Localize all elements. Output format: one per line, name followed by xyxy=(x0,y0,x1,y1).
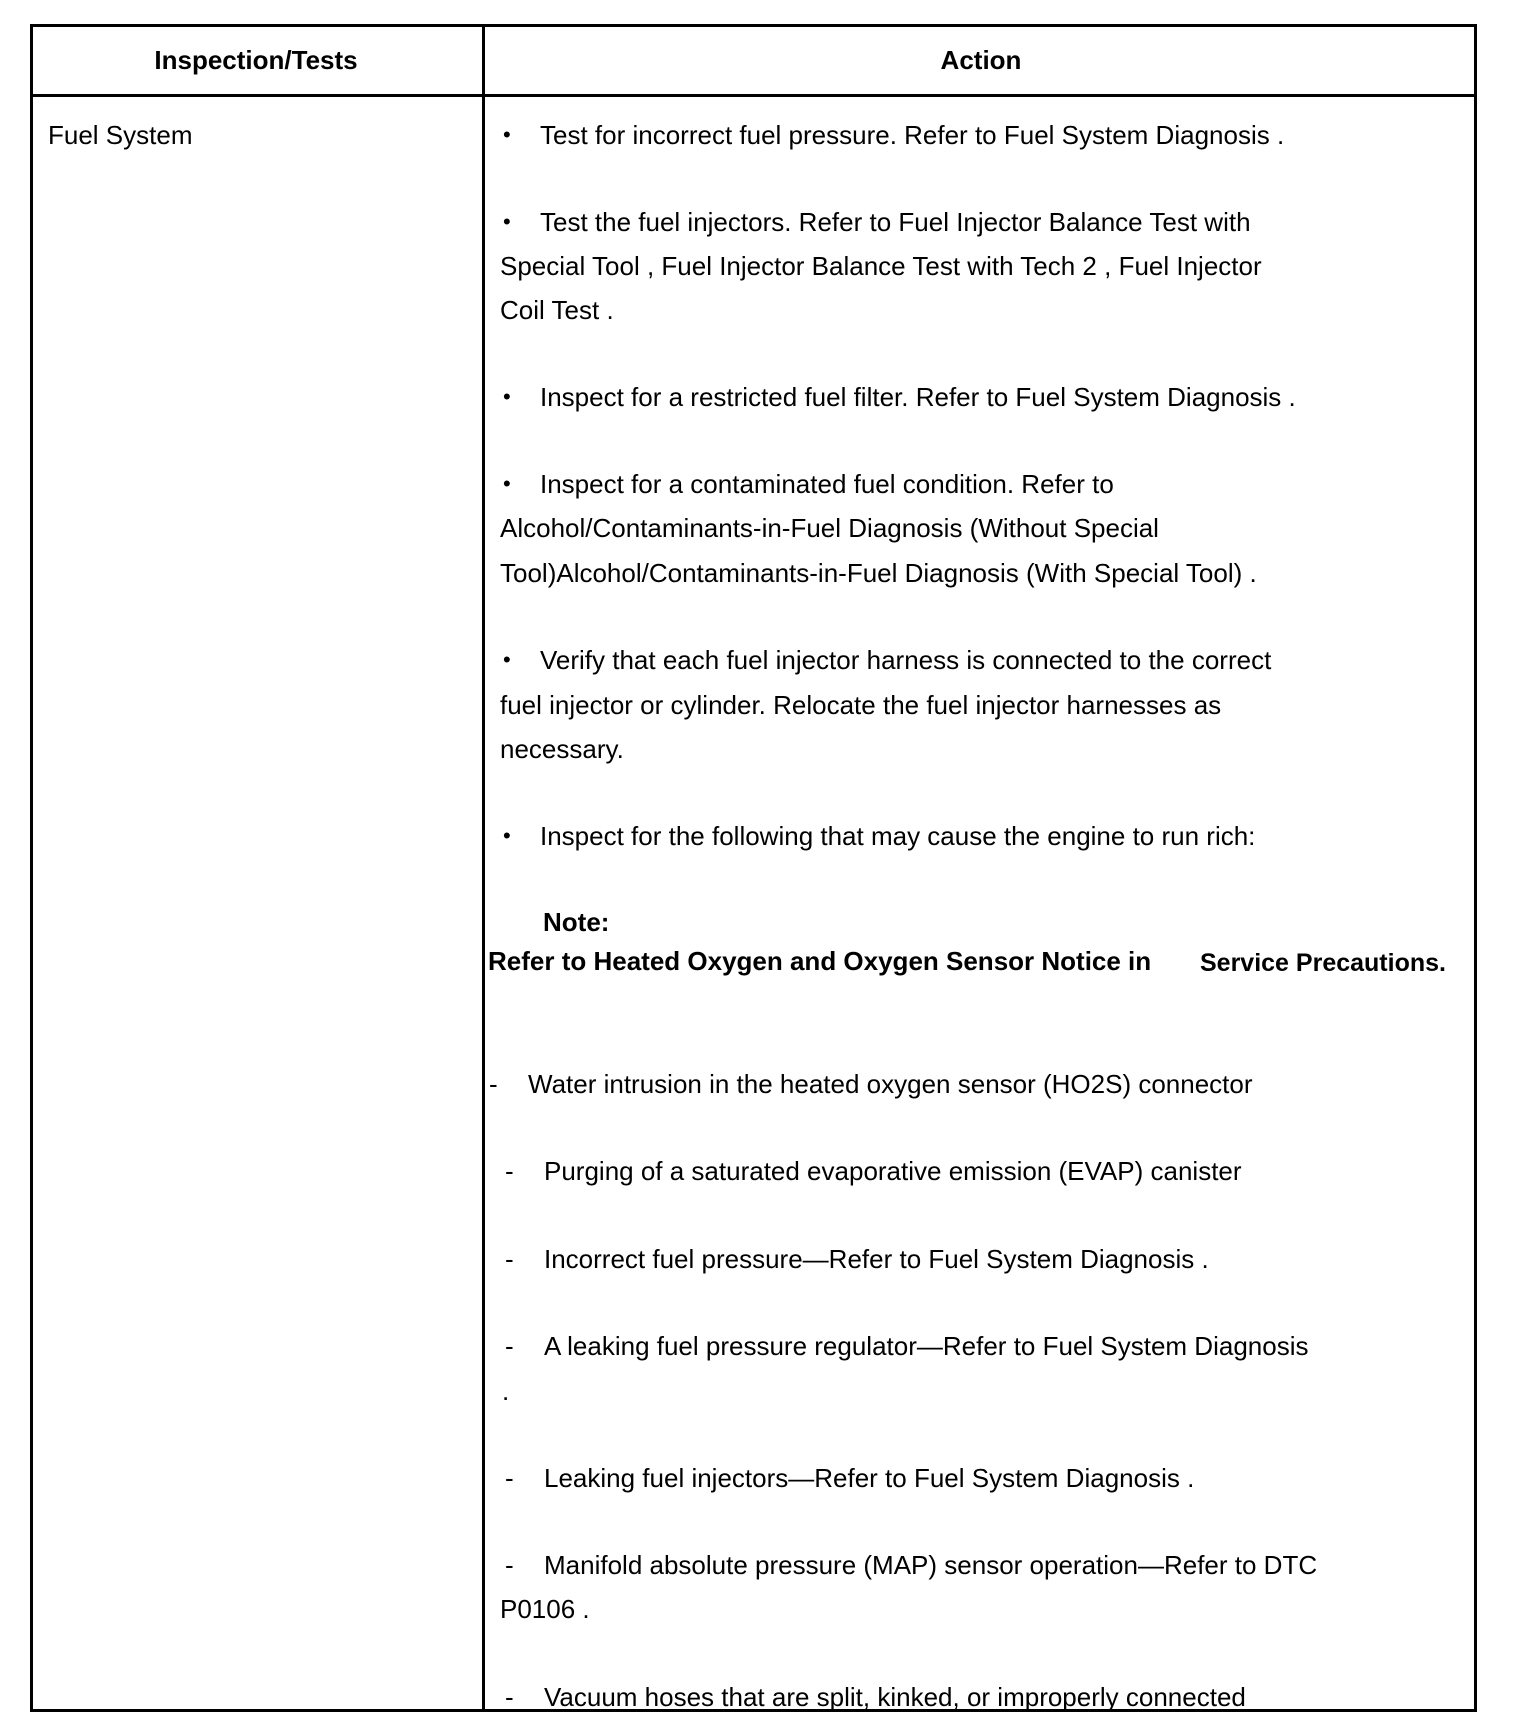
sub-item-4: A leaking fuel pressure regulator—Refer to Fuel System Diagnosis xyxy=(544,1331,1309,1361)
sub-item-4-cont: . xyxy=(502,1376,510,1406)
action-line-12: Inspect for the following that may cause the engine to run rich: xyxy=(540,821,1256,851)
dash-icon: - xyxy=(489,1069,498,1099)
action-line-3: Special Tool , Fuel Injector Balance Test with Tech 2 , Fuel Injector xyxy=(500,251,1262,281)
sub-item-6-cont: P0106 . xyxy=(500,1594,590,1624)
action-line-9: Verify that each fuel injector harness is connected to the correct xyxy=(540,645,1272,675)
action-line-2: Test the fuel injectors. Refer to Fuel Injector Balance Test with xyxy=(540,207,1251,237)
column-divider xyxy=(482,24,485,1712)
action-line-7: Alcohol/Contaminants-in-Fuel Diagnosis (Without Special xyxy=(500,513,1159,543)
bullet-icon: • xyxy=(503,823,511,848)
note-label: Note: xyxy=(543,907,610,937)
sub-item-3: Incorrect fuel pressure—Refer to Fuel System Diagnosis . xyxy=(544,1244,1209,1274)
action-line-8: Tool)Alcohol/Contaminants-in-Fuel Diagnosis (With Special Tool) . xyxy=(500,558,1257,588)
dash-icon: - xyxy=(505,1244,514,1274)
header-action: Action xyxy=(940,45,1022,75)
action-line-11: necessary. xyxy=(500,734,624,764)
dash-icon: - xyxy=(505,1463,514,1493)
dash-icon: - xyxy=(505,1156,514,1186)
dash-icon: - xyxy=(505,1682,514,1712)
sub-item-7: Vacuum hoses that are split, kinked, or improperly connected xyxy=(544,1682,1246,1712)
sub-item-2: Purging of a saturated evaporative emission (EVAP) canister xyxy=(544,1156,1242,1186)
note-text: Refer to Heated Oxygen and Oxygen Sensor Notice in xyxy=(488,946,1152,976)
row-label-fuel-system: Fuel System xyxy=(48,120,193,150)
bullet-icon: • xyxy=(503,647,511,672)
action-line-5: Inspect for a restricted fuel filter. Refer to Fuel System Diagnosis . xyxy=(540,382,1296,412)
header-divider xyxy=(30,94,1477,97)
bullet-icon: • xyxy=(503,122,511,147)
action-line-4: Coil Test . xyxy=(500,295,614,325)
note-link-service-precautions: Service Precautions. xyxy=(1200,949,1446,977)
action-line-6: Inspect for a contaminated fuel condition. Refer to xyxy=(540,469,1114,499)
header-inspection-tests: Inspection/Tests xyxy=(154,45,358,75)
dash-icon: - xyxy=(505,1331,514,1361)
bullet-icon: • xyxy=(503,471,511,496)
sub-item-6: Manifold absolute pressure (MAP) sensor operation—Refer to DTC xyxy=(544,1550,1318,1580)
dash-icon: - xyxy=(505,1550,514,1580)
action-line-1: Test for incorrect fuel pressure. Refer to Fuel System Diagnosis . xyxy=(540,120,1285,150)
sub-item-1: Water intrusion in the heated oxygen sensor (HO2S) connector xyxy=(528,1069,1253,1099)
sub-item-5: Leaking fuel injectors—Refer to Fuel System Diagnosis . xyxy=(544,1463,1195,1493)
action-line-10: fuel injector or cylinder. Relocate the fuel injector harnesses as xyxy=(500,690,1222,720)
bullet-icon: • xyxy=(503,209,511,234)
bullet-icon: • xyxy=(503,384,511,409)
